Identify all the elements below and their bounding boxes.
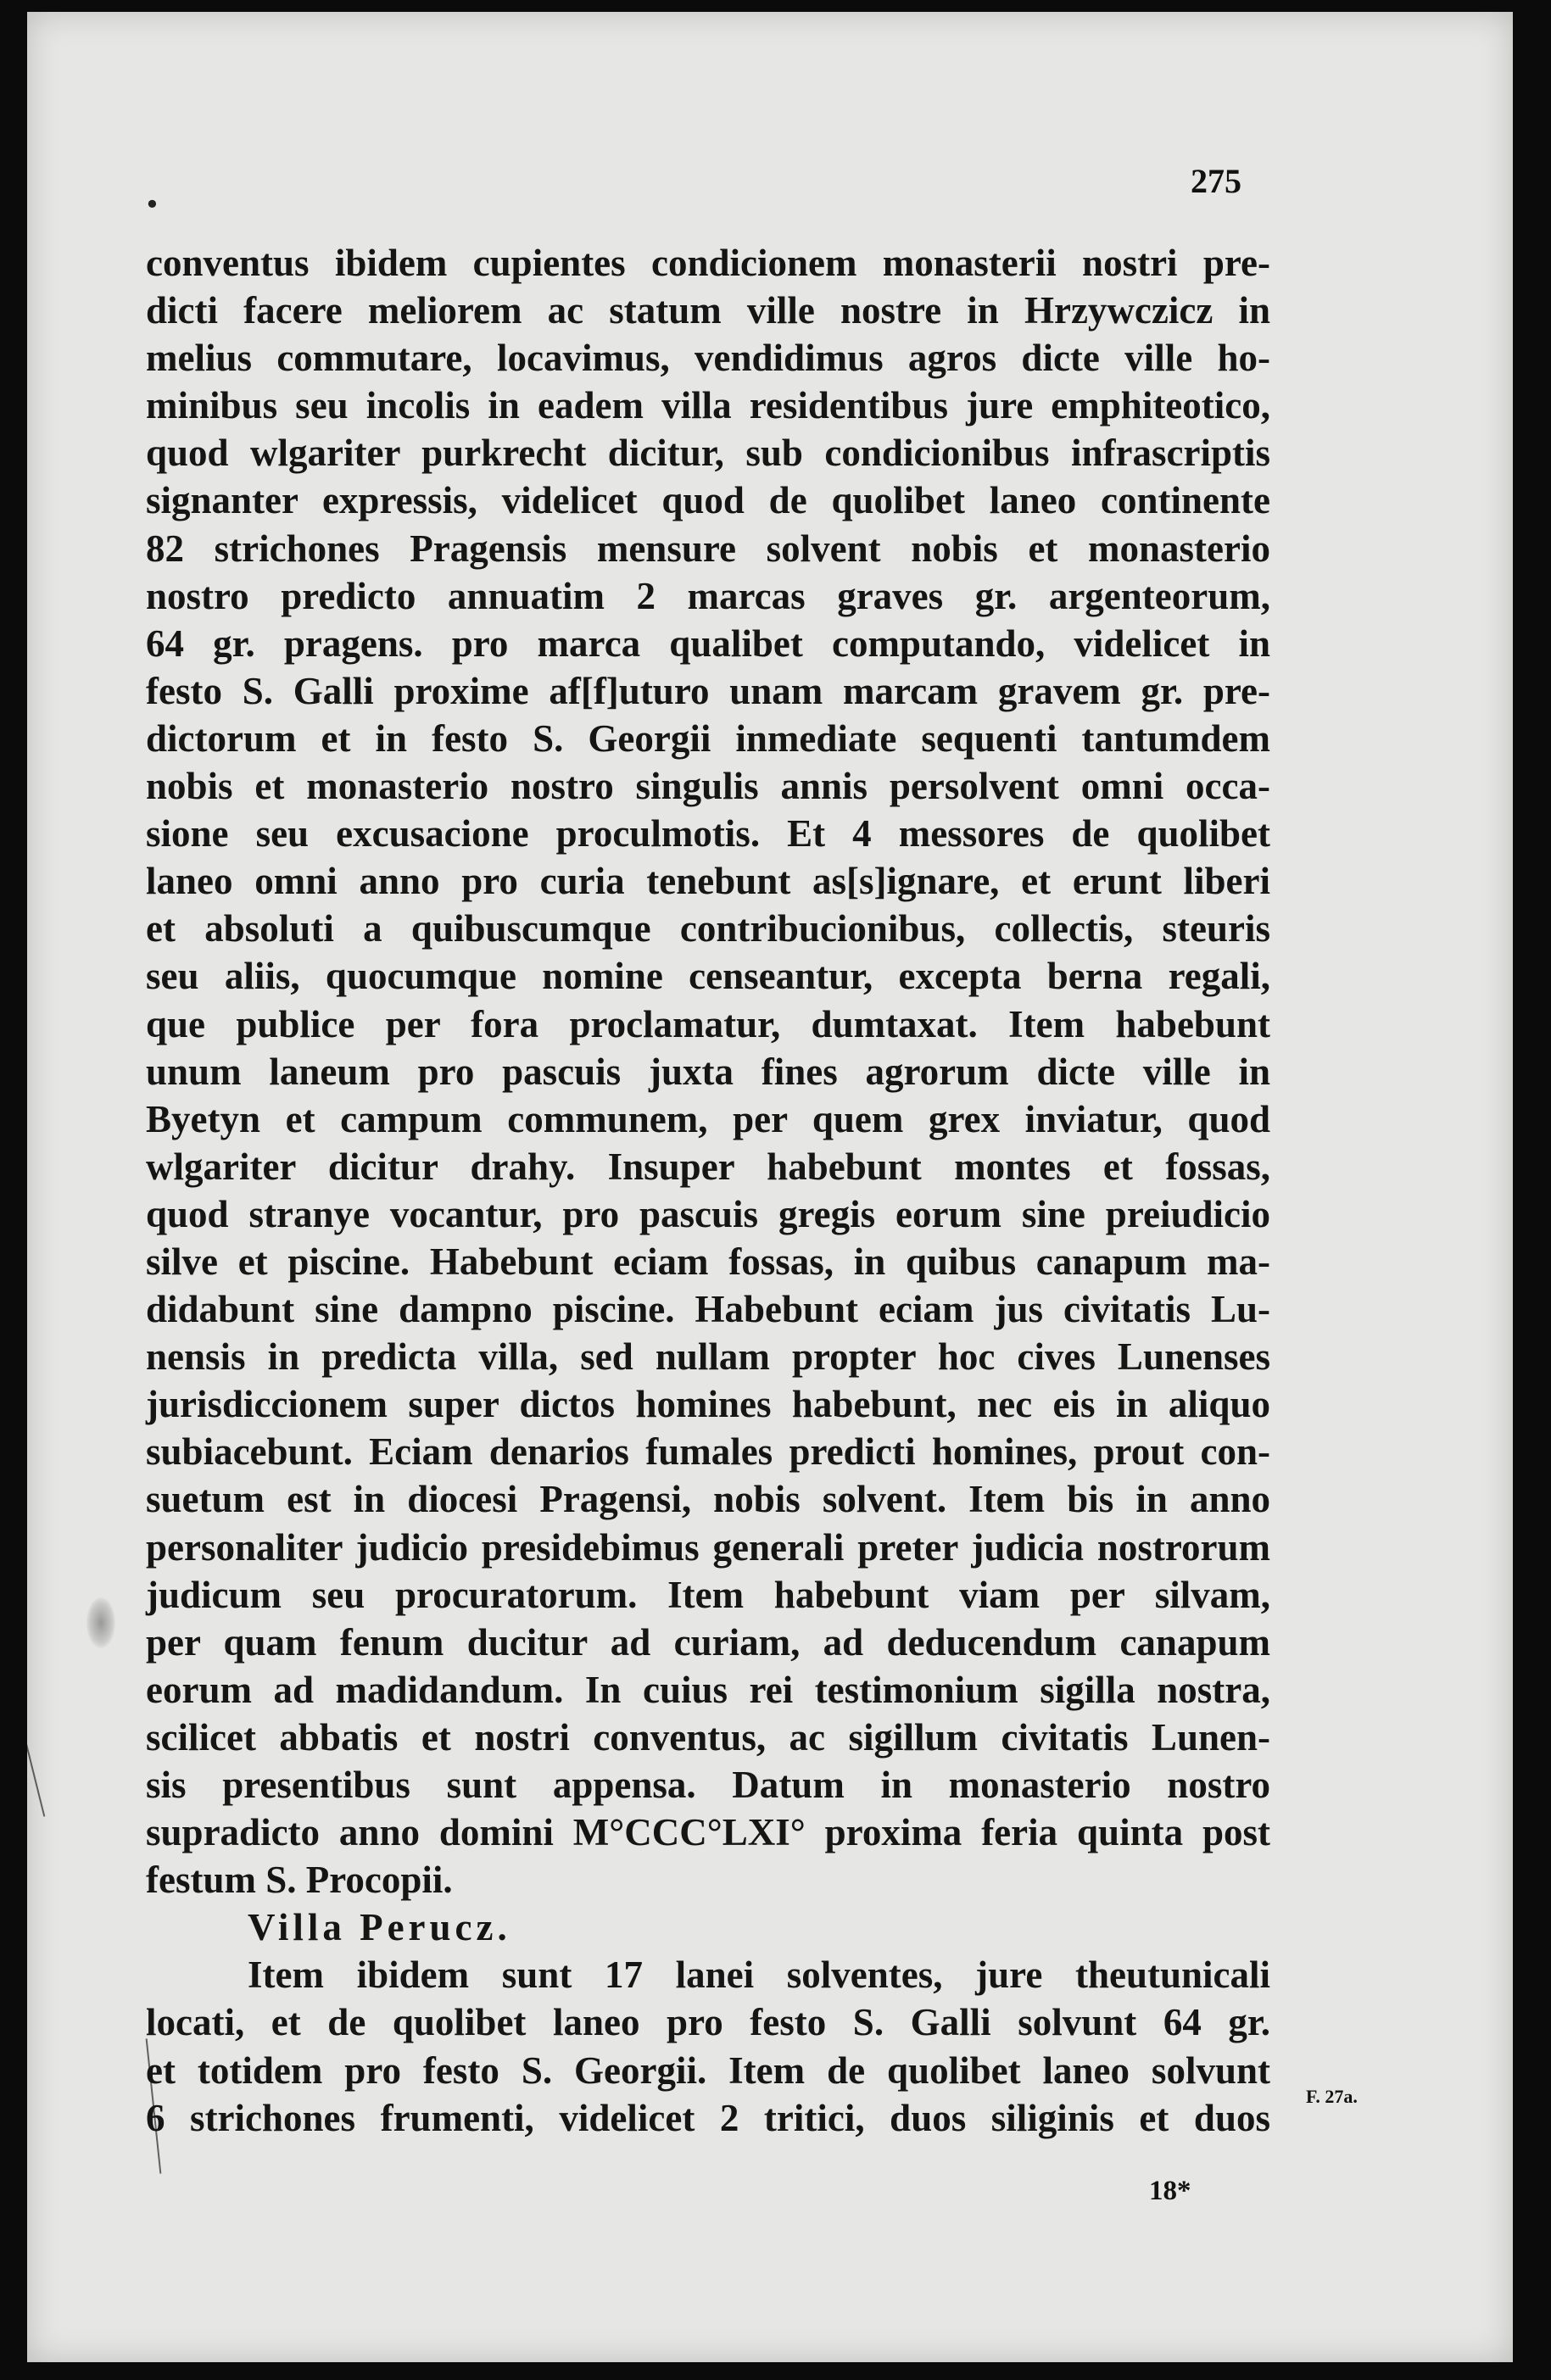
- text-line: Byetyn et campum communem, per quem grex inviatur, quod: [146, 1097, 1270, 1140]
- signature-catchword: 18*: [1149, 2176, 1191, 2206]
- text-line: supradicto anno domini M°CCC°LXI° proxima feria quinta post: [146, 1811, 1270, 1854]
- page-number: 275: [1191, 162, 1241, 200]
- text-line: que publice per fora proclamatur, dumtaxat. Item habebunt: [146, 1002, 1270, 1045]
- text-line: 64 gr. pragens. pro marca qualibet computando, videlicet in: [146, 621, 1270, 665]
- book-page: [27, 12, 1513, 2362]
- text-line: personaliter judicio presidebimus generali preter judicia nostrorum: [146, 1525, 1270, 1569]
- margin-folio-note: F. 27a.: [1306, 2086, 1358, 2107]
- text-line: nensis in predicta villa, sed nullam propter hoc cives Lunenses: [146, 1335, 1270, 1379]
- scan-scratch: [27, 1725, 45, 1816]
- section-heading: Villa Perucz.: [248, 1906, 511, 1949]
- text-line: quod wlgariter purkrecht dicitur, sub condicionibus infrascriptis: [146, 432, 1270, 475]
- text-line: et absoluti a quibuscumque contribucionibus, collectis, steuris: [146, 907, 1270, 950]
- text-line: Item ibidem sunt 17 lanei solventes, jure theutunicali: [248, 1954, 1270, 1997]
- text-line: unum laneum pro pascuis juxta fines agrorum dicte ville in: [146, 1050, 1270, 1093]
- text-line: dicti facere meliorem ac statum ville nostre in Hrzywczicz in: [146, 289, 1270, 332]
- text-line: conventus ibidem cupientes condicionem monasterii nostri pre-: [146, 242, 1270, 284]
- text-line: et totidem pro festo S. Georgii. Item de quolibet laneo solvunt: [146, 2048, 1270, 2092]
- text-line: locati, et de quolibet laneo pro festo S. Galli solvunt 64 gr.: [146, 2001, 1270, 2044]
- text-line: quod stranye vocantur, pro pascuis gregis eorum sine preiudicio: [146, 1192, 1270, 1235]
- text-line: melius commutare, locavimus, vendidimus agros dicte ville ho-: [146, 337, 1270, 380]
- text-line: eorum ad madidandum. In cuius rei testimonium sigilla nostra,: [146, 1668, 1270, 1711]
- text-line: subiacebunt. Eciam denarios fumales predicti homines, prout con-: [146, 1430, 1270, 1474]
- top-mark: •: [144, 188, 160, 220]
- text-line: suetum est in diocesi Pragensi, nobis solvent. Item bis in anno: [146, 1478, 1270, 1521]
- text-line: seu aliis, quocumque nomine censeantur, excepta berna regali,: [146, 955, 1270, 998]
- text-line: sione seu excusacione proculmotis. Et 4 messores de quolibet: [146, 812, 1270, 856]
- text-line: festo S. Galli proxime af[f]uturo unam marcam gravem gr. pre-: [146, 669, 1270, 712]
- text-line: dictorum et in festo S. Georgii inmediate sequenti tantumdem: [146, 716, 1270, 760]
- text-line: per quam fenum ducitur ad curiam, ad deducendum canapum: [146, 1620, 1270, 1664]
- text-line: wlgariter dicitur drahy. Insuper habebunt montes et fossas,: [146, 1145, 1270, 1188]
- text-line: judicum seu procuratorum. Item habebunt viam per silvam,: [146, 1573, 1270, 1616]
- text-line: jurisdiccionem super dictos homines habebunt, nec eis in aliquo: [146, 1383, 1270, 1426]
- text-line: 6 strichones frumenti, videlicet 2 tritici, duos siliginis et duos: [146, 2096, 1270, 2139]
- text-line: 82 strichones Pragensis mensure solvent nobis et monasterio: [146, 527, 1270, 570]
- ink-blot: [86, 1597, 115, 1648]
- text-line: silve et piscine. Habebunt eciam fossas, in quibus canapum ma-: [146, 1240, 1270, 1283]
- text-line: scilicet abbatis et nostri conventus, ac sigillum civitatis Lunen-: [146, 1715, 1270, 1759]
- text-line: didabunt sine dampno piscine. Habebunt eciam jus civitatis Lu-: [146, 1288, 1270, 1331]
- text-line: festum S. Procopii.: [146, 1859, 453, 1902]
- text-line: nobis et monasterio nostro singulis annis persolvent omni occa-: [146, 765, 1270, 808]
- text-line: sis presentibus sunt appensa. Datum in monasterio nostro: [146, 1764, 1270, 1806]
- text-line: laneo omni anno pro curia tenebunt as[s]ignare, et erunt liberi: [146, 860, 1270, 903]
- text-line: signanter expressis, videlicet quod de quolibet laneo continente: [146, 479, 1270, 522]
- body-text: [146, 239, 1270, 2142]
- text-line: minibus seu incolis in eadem villa residentibus jure emphiteotico,: [146, 384, 1270, 427]
- text-line: nostro predicto annuatim 2 marcas graves gr. argenteorum,: [146, 574, 1270, 617]
